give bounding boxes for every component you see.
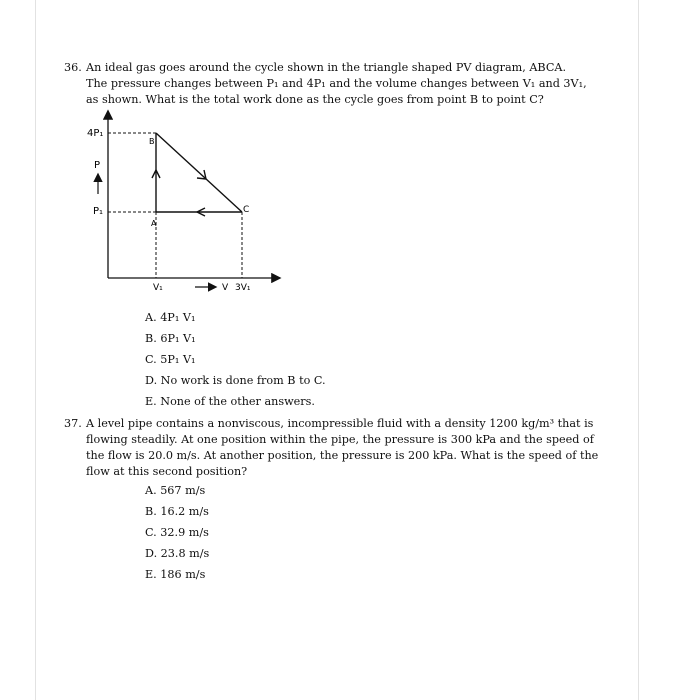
option-a: A. 4P₁ V₁ <box>145 311 196 324</box>
option-d: D. 23.8 m/s <box>145 547 210 560</box>
question-line: flow at this second position? <box>86 465 248 478</box>
question-line: An ideal gas goes around the cycle shown in the triangle shaped PV diagram, ABCA. <box>86 61 567 74</box>
question-line: as shown. What is the total work done as the cycle goes from point B to point C? <box>86 93 544 106</box>
option-b: B. 16.2 m/s <box>145 505 209 518</box>
question-line: the flow is 20.0 m/s. At another position, the pressure is 200 kPa. What is the speed of the <box>86 449 599 462</box>
label-point-b: B <box>149 137 155 146</box>
label-p1: P₁ <box>93 206 104 217</box>
question-36 <box>64 60 609 110</box>
label-v-axis: V <box>222 283 229 293</box>
label-v1: V₁ <box>153 283 163 293</box>
question-number: 36. <box>64 61 82 74</box>
question-line: flowing steadily. At one position within the pipe, the pressure is 300 kPa and the speed of <box>86 433 594 446</box>
label-point-a: A <box>151 219 157 228</box>
option-c: C. 5P₁ V₁ <box>145 353 196 366</box>
segment-bc <box>156 133 242 212</box>
question-37 <box>64 416 609 482</box>
question-line: A level pipe contains a nonviscous, incompressible fluid with a density 1200 kg/m³ that is <box>86 417 594 430</box>
label-3v1: 3V₁ <box>235 283 251 293</box>
option-b: B. 6P₁ V₁ <box>145 332 196 345</box>
question-line: The pressure changes between P₁ and 4P₁ and the volume changes between V₁ and 3V₁, <box>86 77 587 90</box>
option-a: A. 567 m/s <box>145 484 206 497</box>
label-4p1: 4P₁ <box>87 128 104 139</box>
option-e: E. None of the other answers. <box>145 395 315 408</box>
label-point-c: C <box>243 205 250 215</box>
question-number: 37. <box>64 417 82 430</box>
option-e: E. 186 m/s <box>145 568 206 581</box>
option-d: D. No work is done from B to C. <box>145 374 326 387</box>
option-c: C. 32.9 m/s <box>145 526 209 539</box>
pv-diagram <box>85 108 285 298</box>
label-p-axis: P <box>94 160 101 171</box>
